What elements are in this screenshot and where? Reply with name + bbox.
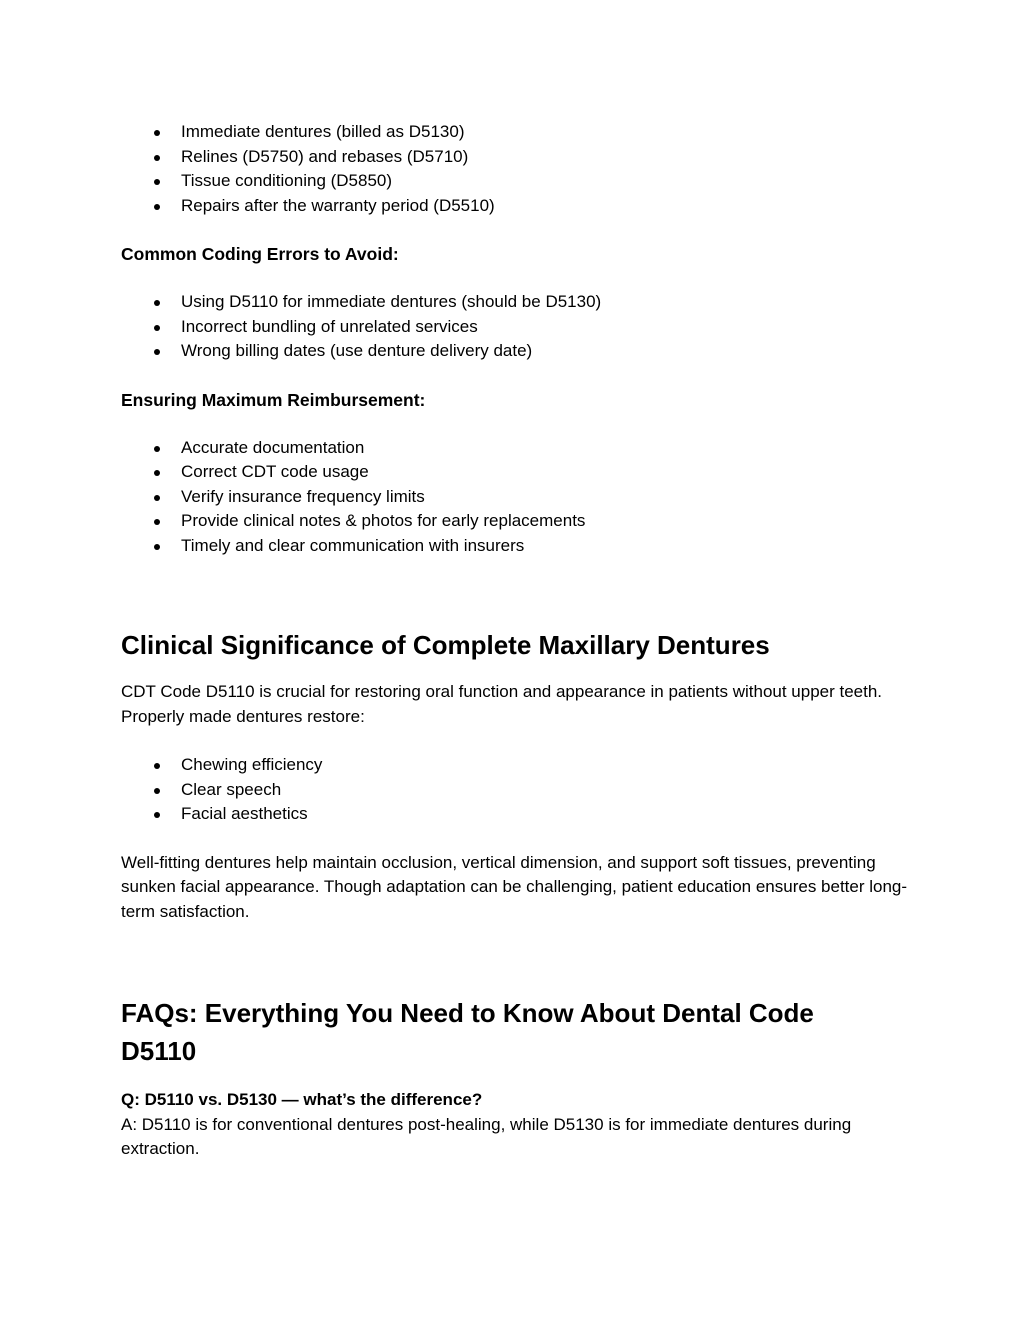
list-item: Clear speech xyxy=(121,778,911,803)
bullet-icon xyxy=(154,812,160,818)
bullet-icon xyxy=(154,470,160,476)
reimbursement-list xyxy=(121,436,911,559)
clinical-title: Clinical Significance of Complete Maxillary Dentures xyxy=(121,630,770,660)
list-item: Incorrect bundling of unrelated services xyxy=(121,315,911,340)
list-item: Relines (D5750) and rebases (D5710) xyxy=(121,145,911,170)
bullet-icon xyxy=(154,519,160,525)
bullet-icon xyxy=(154,155,160,161)
errors-list xyxy=(121,290,911,364)
list-item: Provide clinical notes & photos for early replacements xyxy=(121,509,911,534)
list-item: Tissue conditioning (D5850) xyxy=(121,169,911,194)
bullet-icon xyxy=(154,349,160,355)
list-item: Accurate documentation xyxy=(121,436,911,461)
list-item: Wrong billing dates (use denture delivery date) xyxy=(121,339,911,364)
billing-list xyxy=(121,120,911,218)
bullet-icon xyxy=(154,130,160,136)
bullet-icon xyxy=(154,788,160,794)
bullet-icon xyxy=(154,325,160,331)
list-item: Chewing efficiency xyxy=(121,753,911,778)
faq-title: FAQs: Everything You Need to Know About Dental Code D5110 xyxy=(121,998,814,1066)
errors-heading: Common Coding Errors to Avoid: xyxy=(121,244,399,264)
list-item: Using D5110 for immediate dentures (should be D5130) xyxy=(121,290,911,315)
clinical-closing: Well-fitting dentures help maintain occlusion, vertical dimension, and support soft tissues, preventing sunken facial appearance. Though adaptation can be challenging, patient education ensures better long-term satisfaction. xyxy=(121,852,908,921)
list-item: Repairs after the warranty period (D5510) xyxy=(121,194,911,219)
faq-question: Q: D5110 vs. D5130 — what’s the difference? xyxy=(121,1090,483,1109)
list-item: Verify insurance frequency limits xyxy=(121,485,911,510)
list-item: Timely and clear communication with insurers xyxy=(121,534,911,559)
faq-answer: A: D5110 is for conventional dentures post-healing, while D5130 is for immediate dentures during extraction. xyxy=(121,1114,852,1158)
bullet-icon xyxy=(154,495,160,501)
bullet-icon xyxy=(154,446,160,452)
bullet-icon xyxy=(154,544,160,550)
list-item: Immediate dentures (billed as D5130) xyxy=(121,120,911,145)
list-item: Facial aesthetics xyxy=(121,802,911,827)
clinical-intro: CDT Code D5110 is crucial for restoring oral function and appearance in patients without upper teeth. Properly made dentures restore: xyxy=(121,682,883,726)
document-page xyxy=(121,120,911,1162)
list-item: Correct CDT code usage xyxy=(121,460,911,485)
bullet-icon xyxy=(154,763,160,769)
clinical-list xyxy=(121,753,911,827)
bullet-icon xyxy=(154,204,160,210)
bullet-icon xyxy=(154,300,160,306)
reimbursement-heading: Ensuring Maximum Reimbursement: xyxy=(121,389,426,410)
bullet-icon xyxy=(154,179,160,185)
